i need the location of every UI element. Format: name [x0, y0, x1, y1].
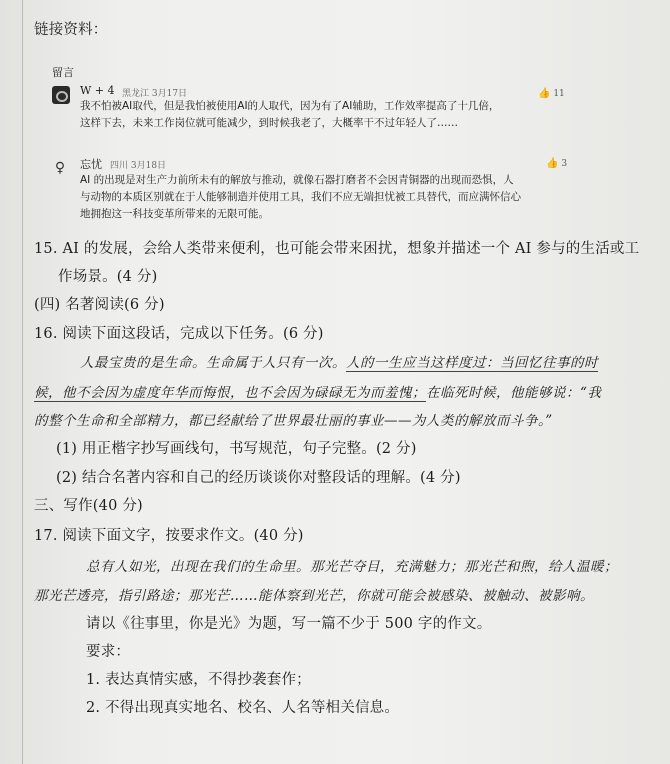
comments-title: 留言 — [52, 66, 74, 79]
underlined-sentence: 候，他不会因为虚度年华而悔恨，也不会因为碌碌无为而羞愧； — [34, 385, 426, 401]
comment1-name: W + 4 — [80, 84, 115, 97]
q17-instruction: 请以《往事里，你是光》为题，写一篇不少于 500 字的作文。 — [86, 616, 492, 632]
comment2-like[interactable] — [546, 158, 567, 169]
q16-title: 16. 阅读下面这段话，完成以下任务。(6 分) — [34, 326, 324, 342]
q16-passage-line1 — [80, 351, 598, 371]
thumbs-up-icon: 👍 — [546, 158, 559, 169]
comment2-name: 忘忧 — [80, 158, 102, 171]
comment1-meta: 黑龙江 3月17日 — [122, 89, 188, 99]
comment2-likes: 3 — [561, 159, 568, 169]
passage-text: 人最宝贵的是生命。生命属于人只有一次。 — [80, 355, 346, 371]
q17-requirements-title: 要求： — [86, 644, 131, 660]
q16-task1: (1) 用正楷字抄写画线句，书写规范，句子完整。(2 分) — [56, 441, 417, 457]
link-title: 链接资料： — [34, 22, 108, 38]
q16-passage-line3: 的整个生命和全部精力，都已经献给了世界最壮丽的事业——为人类的解放而斗争。” — [34, 413, 553, 429]
q17-prompt-line2: 那光芒透亮，指引路途；那光芒……能体察到光芒，你就可能会被感染、被触动、被影响。 — [34, 588, 594, 604]
q15-line1: 15. AI 的发展，会给人类带来便利，也可能会带来困扰，想象并描述一个 AI 参与的生活或工 — [34, 241, 640, 257]
avatar-icon: ♀ — [54, 160, 66, 176]
section-4-heading: (四) 名著阅读(6 分) — [34, 297, 165, 313]
q15-line2: 作场景。(4 分) — [58, 269, 158, 285]
comment2-meta: 四川 3月18日 — [110, 161, 167, 171]
comment1-likes: 11 — [553, 89, 565, 99]
q17-requirement-2: 2. 不得出现真实地名、校名、人名等相关信息。 — [86, 700, 400, 716]
q17-requirement-1: 1. 表达真情实感，不得抄袭套作； — [86, 672, 311, 688]
q16-passage-line2 — [34, 381, 601, 401]
passage-text: 在临死时候，他能够说：“我 — [426, 385, 602, 401]
margin-line — [22, 0, 23, 764]
thumbs-up-icon: 👍 — [538, 88, 551, 99]
comment1-text — [80, 98, 580, 132]
comment-line: 与动物的本质区别就在于人能够制造并使用工具，我们不应无端担忧被工具替代，而应满怀信心 — [80, 191, 521, 203]
comment2-text — [80, 172, 580, 223]
comment-line: 这样下去，未来工作岗位就可能减少，到时候我老了，大概率干不过年轻人了…… — [80, 117, 458, 129]
section-3-heading: 三、写作(40 分) — [34, 498, 143, 514]
underlined-sentence: 人的一生应当这样度过：当回忆往事的时 — [346, 355, 598, 371]
avatar-icon — [52, 86, 70, 104]
comment-line: AI 的出现是对生产力前所未有的解放与推动，就像石器打磨者不会因青铜器的出现而恐惧，人 — [80, 174, 514, 186]
comment-line: 地拥抱这一科技变革所带来的无限可能。 — [80, 208, 269, 220]
q16-task2: (2) 结合名著内容和自己的经历谈谈你对整段话的理解。(4 分) — [56, 470, 461, 486]
q17-prompt-line1: 总有人如光，出现在我们的生命里。那光芒夺目，充满魅力；那光芒和煦，给人温暖； — [86, 559, 618, 575]
q17-title: 17. 阅读下面文字，按要求作文。(40 分) — [34, 528, 304, 544]
comment-line: 我不怕被AI取代，但是我怕被使用AI的人取代，因为有了AI辅助，工作效率提高了十几倍， — [80, 100, 500, 112]
